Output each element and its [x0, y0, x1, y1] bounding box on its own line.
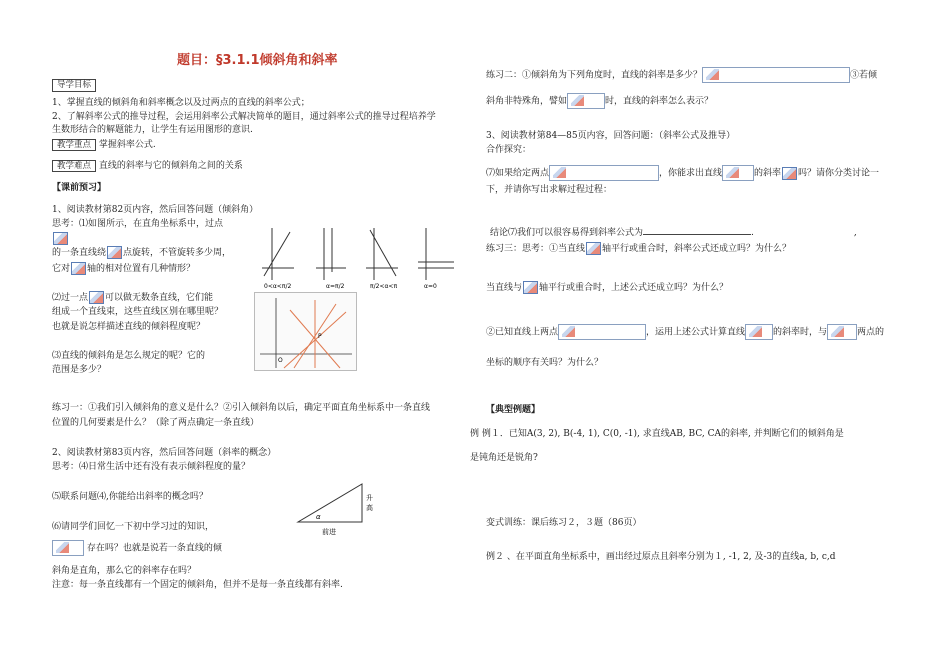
- question-1a: 思考：⑴如图所示，在直角坐标系中，过点: [52, 219, 224, 229]
- question-5: ⑸联系问题⑷,你能给出斜率的概念吗？: [52, 492, 208, 502]
- question-7a: ⑺如果给定两点 ，你能求出直线 的斜率 吗？请你分类讨论一: [486, 165, 879, 181]
- typical-examples-heading: 【典型例题】: [486, 405, 541, 415]
- difficulty-text: 直线的斜率与它的倾斜角之间的关系: [98, 161, 243, 171]
- image-placeholder-icon: [52, 540, 84, 556]
- goal-2b: 生数形结合的解题能力，让学生有运用图形的意识.: [52, 125, 253, 135]
- image-placeholder-icon: [827, 324, 857, 340]
- page-title: 题目：§3.1.1倾斜角和斜率: [177, 53, 338, 68]
- read-1: 1、阅读教材第82页内容，然后回答问题（倾斜角）: [52, 205, 259, 215]
- image-placeholder-icon: [745, 324, 773, 340]
- image-placeholder-icon: [549, 165, 659, 181]
- difficulty-label: 教学难点: [52, 160, 96, 172]
- explore-heading: 合作探究：: [486, 145, 532, 155]
- exercise-1a: 练习一：①我们引入倾斜角的意义是什么？②引入倾斜角以后，确定平面直角坐标系中一条直线: [52, 403, 431, 413]
- question-3b: 范围是多少？: [52, 365, 107, 375]
- exercise-3c: ②已知直线上两点 ，运用上述公式计算直线 的斜率时，与 两点的: [486, 324, 884, 340]
- exercise-3d: 坐标的顺序有关吗？为什么？: [486, 358, 604, 368]
- goal-1: 1、掌握直线的倾斜角和斜率概念以及过两点的直线的斜率公式；: [52, 98, 310, 108]
- key-point-label: 教学重点: [52, 139, 96, 151]
- goal-2a: 2、了解斜率公式的推导过程，会运用斜率公式解决简单的题目，通过斜率公式的推导过程培养学: [52, 112, 436, 122]
- goals-label: 导学目标: [52, 79, 96, 92]
- slope-angle-label: α: [316, 513, 321, 521]
- exercise-3b: 当直线与 轴平行或重合时，上述公式还成立吗？为什么？: [486, 283, 729, 293]
- example-2: 例２ 、在平面直角坐标系中，画出经过原点且斜率分别为１, -1, 2, 及-3的直线a, b, c,d: [486, 552, 836, 562]
- question-1c: 它对 轴的相对位置有几种情形？: [52, 264, 196, 274]
- fig-label-2: α=π/2: [326, 283, 345, 290]
- image-placeholder-icon: [71, 262, 86, 275]
- image-placeholder-icon: [107, 246, 122, 259]
- line-bundle-figure: [254, 292, 357, 371]
- image-placeholder-icon: [586, 242, 601, 255]
- image-placeholder-icon: [722, 165, 754, 181]
- slope-triangle-figure: [294, 478, 396, 538]
- question-1b: 的一条直线绕 点旋转，不管旋转多少周，: [52, 248, 232, 258]
- fig-label-3: π/2<α<π: [370, 283, 398, 290]
- slope-run-label: 前进: [322, 528, 336, 536]
- variant-training: 变式训练：课后练习２，３题（86页）: [486, 518, 642, 528]
- image-placeholder-icon: [52, 232, 69, 245]
- slope-rise-label-2: 高: [366, 504, 373, 512]
- key-point-text: 掌握斜率公式.: [98, 140, 156, 150]
- example-1b: 是钝角还是锐角?: [470, 453, 538, 463]
- image-placeholder-icon: [89, 291, 104, 304]
- exercise-2a: 练习二：①倾斜角为下列角度时，直线的斜率是多少？ ③若倾: [486, 67, 877, 83]
- image-placeholder-icon: [523, 281, 538, 294]
- image-placeholder-icon: [558, 324, 646, 340]
- read-3: 3、阅读教材第84—85页内容，回答问题：（斜率公式及推导）: [486, 131, 736, 141]
- key-point-row: [52, 139, 156, 151]
- note: 注意：每一条直线都有一个固定的倾斜角，但并不是每一条直线都有斜率.: [52, 580, 343, 590]
- image-placeholder-icon: [782, 167, 797, 180]
- svg-text:P: P: [318, 333, 322, 340]
- question-6: ⑹请同学们回忆一下初中学习过的知识，: [52, 522, 215, 532]
- question-2a: ⑵过一点 可以做无数条直线，它们能: [52, 293, 214, 303]
- svg-text:O: O: [278, 357, 283, 364]
- conclusion: 结论⑺我们可以很容易得到斜率公式为 . ,: [490, 228, 857, 238]
- image-placeholder-icon: [702, 67, 850, 83]
- exercise-2b: 斜角非特殊角，譬如 时，直线的斜率怎么表示？: [486, 93, 713, 109]
- question-2c: 也就是说怎样描述直线的倾斜程度呢？: [52, 322, 206, 332]
- fig-label-1: 0<α<π/2: [264, 283, 292, 290]
- read-2: 2、阅读教材第83页内容，然后回答问题（斜率的概念）: [52, 448, 277, 458]
- question-2b: 组成一个直线束，这些直线区别在哪里呢？: [52, 307, 224, 317]
- question-4: 思考：⑷日常生活中还有没有表示倾斜程度的量？: [52, 462, 251, 472]
- exercise-1b: 位置的几何要素是什么？（除了两点确定一条直线）: [52, 418, 260, 428]
- example-1a: 例 例１．已知A(3, 2), B(-4, 1), C(0, -1), 求直线AB, BC, CA的斜率, 并判断它们的倾斜角是: [470, 429, 844, 439]
- preview-heading: 【课前预习】: [52, 183, 107, 193]
- question-6c: 斜角是直角，那么它的斜率存在吗？: [52, 566, 197, 576]
- question-6b: 存在吗？也就是说若一条直线的倾: [52, 540, 222, 556]
- question-7b: 下，并请你写出求解过程过程：: [486, 185, 613, 195]
- exercise-3a: 练习三：思考：①当直线 轴平行或重合时，斜率公式还成立吗？为什么？: [486, 244, 792, 254]
- slope-rise-label-1: 升: [366, 494, 373, 502]
- fig-label-4: α=0: [424, 283, 437, 290]
- question-3a: ⑶直线的倾斜角是怎么规定的呢？它的: [52, 351, 206, 361]
- difficulty-row: [52, 160, 243, 172]
- image-placeholder-icon: [567, 93, 605, 109]
- angle-cases-figure: [258, 224, 458, 290]
